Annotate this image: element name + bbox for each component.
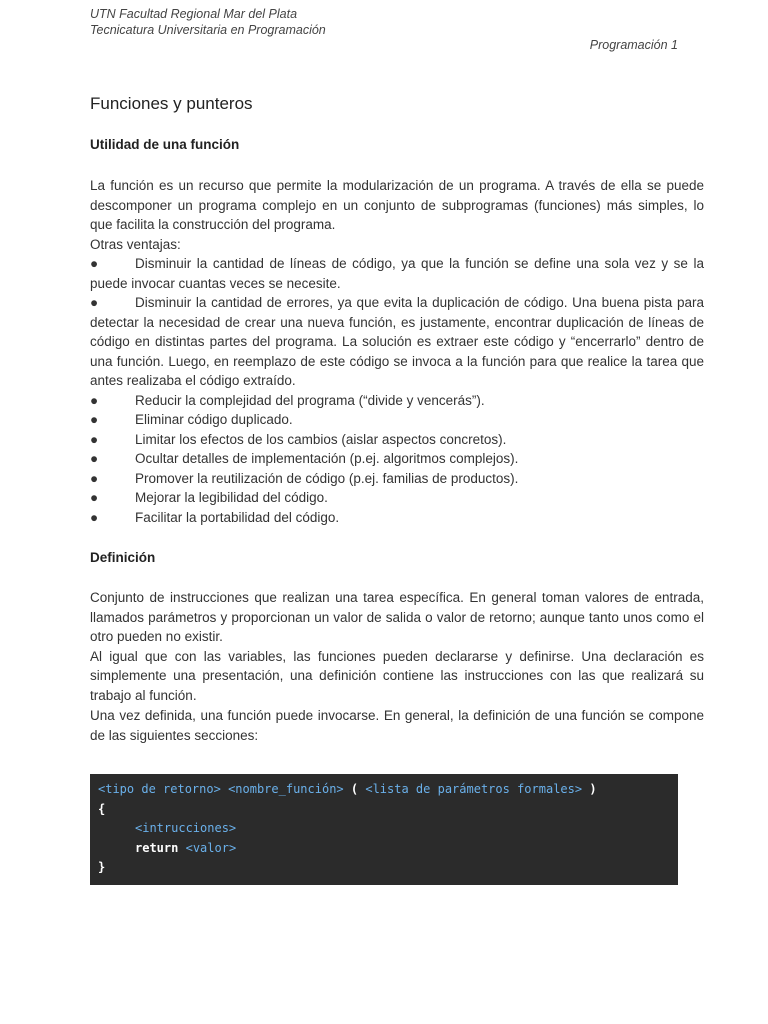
list-item: ● Ocultar detalles de implementación (p.ej. algoritmos complejos). [90,449,704,469]
bullet-icon: ● [90,509,99,525]
advantages-list-long [90,254,704,391]
list-item: ● Mejorar la legibilidad del código. [90,488,704,508]
bullet-icon: ● [90,431,99,447]
paragraph-definicion-1: Conjunto de instrucciones que realizan una tarea específica. En general toman valores de entrada, llamados parámetros y proporcionan un valor de salida o valor de retorno; aunque tanto unos como el otro pueden no existir. [90,590,704,644]
code-return-type: <tipo de retorno> [98,782,221,796]
bullet-icon: ● [90,392,99,408]
paragraph-otras-ventajas: Otras ventajas: [90,236,181,252]
code-function-name: <nombre_función> [228,782,344,796]
list-item: ● Promover la reutilización de código (p.ej. familias de productos). [90,469,704,489]
paragraph-definicion-2: Al igual que con las variables, las funciones pueden declararse y definirse. Una declaración es simplemente una presentación, una definición contiene las instrucciones con las que realizará su trabajo al función. [90,648,704,703]
code-instructions: <intrucciones> [135,821,237,835]
section-heading-utilidad: Utilidad de una función [90,137,240,152]
code-line-close-brace [98,858,678,878]
list-item: ● Limitar los efectos de los cambios (aislar aspectos concretos). [90,430,704,450]
advantages-list-short [90,391,704,528]
code-open-brace: { [98,801,106,816]
document-body [90,92,704,745]
institution-name: UTN Facultad Regional Mar del Plata [90,7,298,21]
code-line-instructions [98,819,678,839]
paragraph-definicion-3: Una vez definida, una función puede invocarse. En general, la definición de una función se compone de las siguientes secciones: [90,708,704,743]
code-line-open-brace [98,800,678,820]
code-return-value: <valor> [185,840,237,855]
bullet-icon: ● [90,490,99,505]
page-header-left [90,6,326,38]
program-name: Tecnicatura Universitaria en Programación [90,23,326,37]
bullet-icon: ● [90,295,99,310]
list-item: ● Reducir la complejidad del programa (“divide y vencerás”). [90,391,704,411]
section-heading-definicion: Definición [90,550,156,565]
code-params: <lista de parámetros formales> [365,782,583,796]
document-title: Funciones y punteros [90,94,253,113]
course-name: Programación 1 [589,38,678,52]
paragraph-intro: La función es un recurso que permite la modularización de un programa. A través de ella se puede descomponer un programa complejo en un conjunto de subprogramas (funciones) más simples, lo que facilita la construcción del programa. [90,178,704,232]
bullet-icon: ● [90,470,99,486]
list-item: ● Facilitar la portabilidad del código. [90,508,704,528]
code-open-paren: ( [350,782,359,796]
bullet-icon: ● [90,412,99,427]
bullet-icon: ● [90,256,99,271]
list-item: ● Eliminar código duplicado. [90,410,704,430]
code-return-keyword: return [135,840,179,855]
code-line-return [98,839,678,859]
bullet-icon: ● [90,451,99,466]
list-item: ● Disminuir la cantidad de líneas de código, ya que la función se define una sola vez y se la puede invocar cuantas veces se necesite. [90,256,704,291]
list-item: ● Disminuir la cantidad de errores, ya que evita la duplicación de código. Una buena pista para detectar la necesidad de crear una nueva función, es justamente, encontrar duplicación de líneas de código en distintas partes del programa. La solución es extraer este código y “encerrarlo” dentro de una función. Luego, en reemplazo de este código se invoca a la función para que realice la tarea que antes realizaba el código extraído. [90,295,704,388]
code-close-brace: } [98,860,106,874]
code-block [90,774,678,885]
code-close-paren: ) [589,782,597,796]
code-line-signature [98,780,678,800]
